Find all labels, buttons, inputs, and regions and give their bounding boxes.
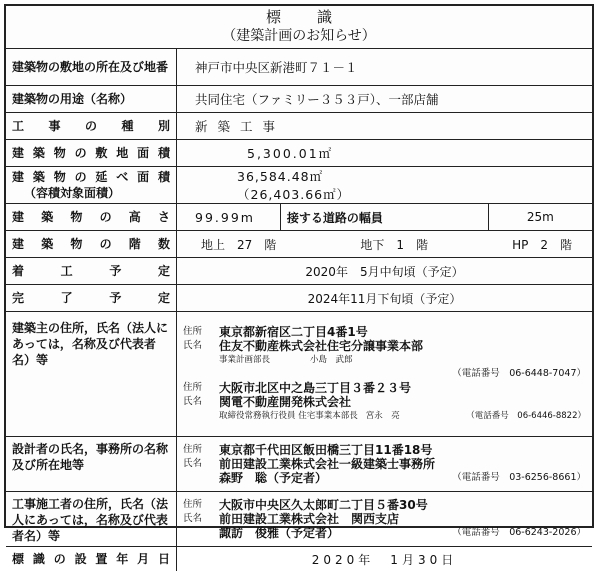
owner-1-tel: （電話番号 06-6448-7047） xyxy=(452,367,586,381)
value-floor-area xyxy=(177,167,593,204)
value-finish: 2024年11月下旬頃（予定） xyxy=(177,285,593,312)
value-floors-below: 地下 1 階 xyxy=(360,236,428,253)
designer-address: 東京都千代田区飯田橋三丁目11番18号 xyxy=(219,443,586,457)
label-site-area: 建築物の敷地面積 xyxy=(6,140,177,167)
value-floors xyxy=(177,231,593,258)
contractor-key-name: 氏名 xyxy=(183,512,215,526)
designer-key-name: 氏名 xyxy=(183,457,215,471)
value-work-type: 新築工事 xyxy=(177,113,593,140)
value-floors-ph: HP 2 階 xyxy=(512,236,572,253)
value-designer xyxy=(177,437,593,492)
row-site-area xyxy=(6,140,592,167)
owner-2-name: 関電不動産開発株式会社 xyxy=(219,395,586,409)
row-site-location xyxy=(6,49,592,86)
label-contractor: 工事施工者の住所，氏名（法人にあっては，名称及び代表者名）等 xyxy=(6,492,177,547)
label-installed: 標識の設置年月日 xyxy=(6,547,177,571)
label-start: 着工予定 xyxy=(6,258,177,285)
label-site-location: 建築物の敷地の所在及び地番 xyxy=(6,49,177,86)
contractor-name: 前田建設工業株式会社 関西支店 xyxy=(219,512,586,526)
label-work-type: 工事の種別 xyxy=(6,113,177,140)
label-owner: 建築主の住所，氏名（法人にあっては，名称及び代表者名）等 xyxy=(6,312,177,437)
row-designer xyxy=(6,437,592,492)
value-start: 2020年 5月中旬頃（予定） xyxy=(177,258,593,285)
owner-2-tel: （電話番号 06-6446-8822） xyxy=(466,409,586,423)
construction-notice-sign xyxy=(4,4,594,528)
label-floor-area-sub: （容積対象面積） xyxy=(12,185,170,201)
designer-person: 森野 聡（予定者） xyxy=(219,471,327,485)
notice-table xyxy=(6,49,592,571)
owner-2-key-name: 氏名 xyxy=(183,395,215,409)
owner-1-rep-title: 事業計画部長 xyxy=(219,353,270,367)
label-floor-area xyxy=(6,167,177,204)
value-floors-above: 地上 27 階 xyxy=(201,236,276,253)
row-work-type xyxy=(6,113,592,140)
sign-header xyxy=(6,6,592,49)
row-owner xyxy=(6,312,592,437)
contractor-person: 諏訪 俊雅（予定者） xyxy=(219,526,339,540)
label-floor-area-main: 建築物の延べ面積 xyxy=(12,169,170,185)
label-use: 建築物の用途（名称） xyxy=(6,86,177,113)
owner-2-address: 大阪市北区中之島三丁目３番２３号 xyxy=(219,381,586,395)
row-contractor xyxy=(6,492,592,547)
owner-1-key-name: 氏名 xyxy=(183,339,215,353)
owner-1-address: 東京都新宿区二丁目4番1号 xyxy=(219,325,586,339)
row-installed xyxy=(6,547,592,571)
value-site-area: 5,300.01㎡ xyxy=(177,140,593,167)
label-finish: 完了予定 xyxy=(6,285,177,312)
contractor-key-address: 住所 xyxy=(183,498,215,512)
contractor-address: 大阪市中央区久太郎町二丁目５番30号 xyxy=(219,498,586,512)
value-site-location: 神戸市中央区新港町７１－１ xyxy=(177,49,593,86)
value-height: 99.99m xyxy=(177,204,281,231)
owner-2-key-address: 住所 xyxy=(183,381,215,395)
row-floor-area xyxy=(6,167,592,204)
designer-key-address: 住所 xyxy=(183,443,215,457)
sign-title: 標識 xyxy=(6,6,592,27)
row-finish xyxy=(6,285,592,312)
contractor-tel: （電話番号 06-6243-2026） xyxy=(452,526,586,540)
owner-2-rep-name: 宮永 亮 xyxy=(366,409,400,423)
owner-2-rep-title: 取締役常務執行役員 住宅事業本部長 xyxy=(219,409,358,423)
value-road-width: 25m xyxy=(488,204,592,231)
value-owner xyxy=(177,312,593,437)
label-height: 建築物の高さ xyxy=(6,204,177,231)
value-floor-area-volume: （26,403.66㎡） xyxy=(237,185,586,203)
designer-tel: （電話番号 03-6256-8661） xyxy=(452,471,586,485)
label-floors: 建築物の階数 xyxy=(6,231,177,258)
owner-1-key-address: 住所 xyxy=(183,325,215,339)
owner-1-name: 住友不動産株式会社住宅分譲事業本部 xyxy=(219,339,586,353)
value-installed: 2020年 1月30日 xyxy=(177,547,593,571)
sign-subtitle: （建築計画のお知らせ） xyxy=(6,27,592,45)
label-designer: 設計者の氏名，事務所の名称及び所在地等 xyxy=(6,437,177,492)
row-floors xyxy=(6,231,592,258)
value-use: 共同住宅（ファミリー３５３戸）、一部店舗 xyxy=(177,86,593,113)
value-floor-area-total: 36,584.48㎡ xyxy=(237,167,586,185)
row-use xyxy=(6,86,592,113)
designer-name: 前田建設工業株式会社一級建築士事務所 xyxy=(219,457,586,471)
label-road-width: 接する道路の幅員 xyxy=(280,204,488,231)
value-contractor xyxy=(177,492,593,547)
row-start xyxy=(6,258,592,285)
row-height xyxy=(6,204,592,231)
owner-1-rep-name: 小島 武郎 xyxy=(310,353,353,367)
